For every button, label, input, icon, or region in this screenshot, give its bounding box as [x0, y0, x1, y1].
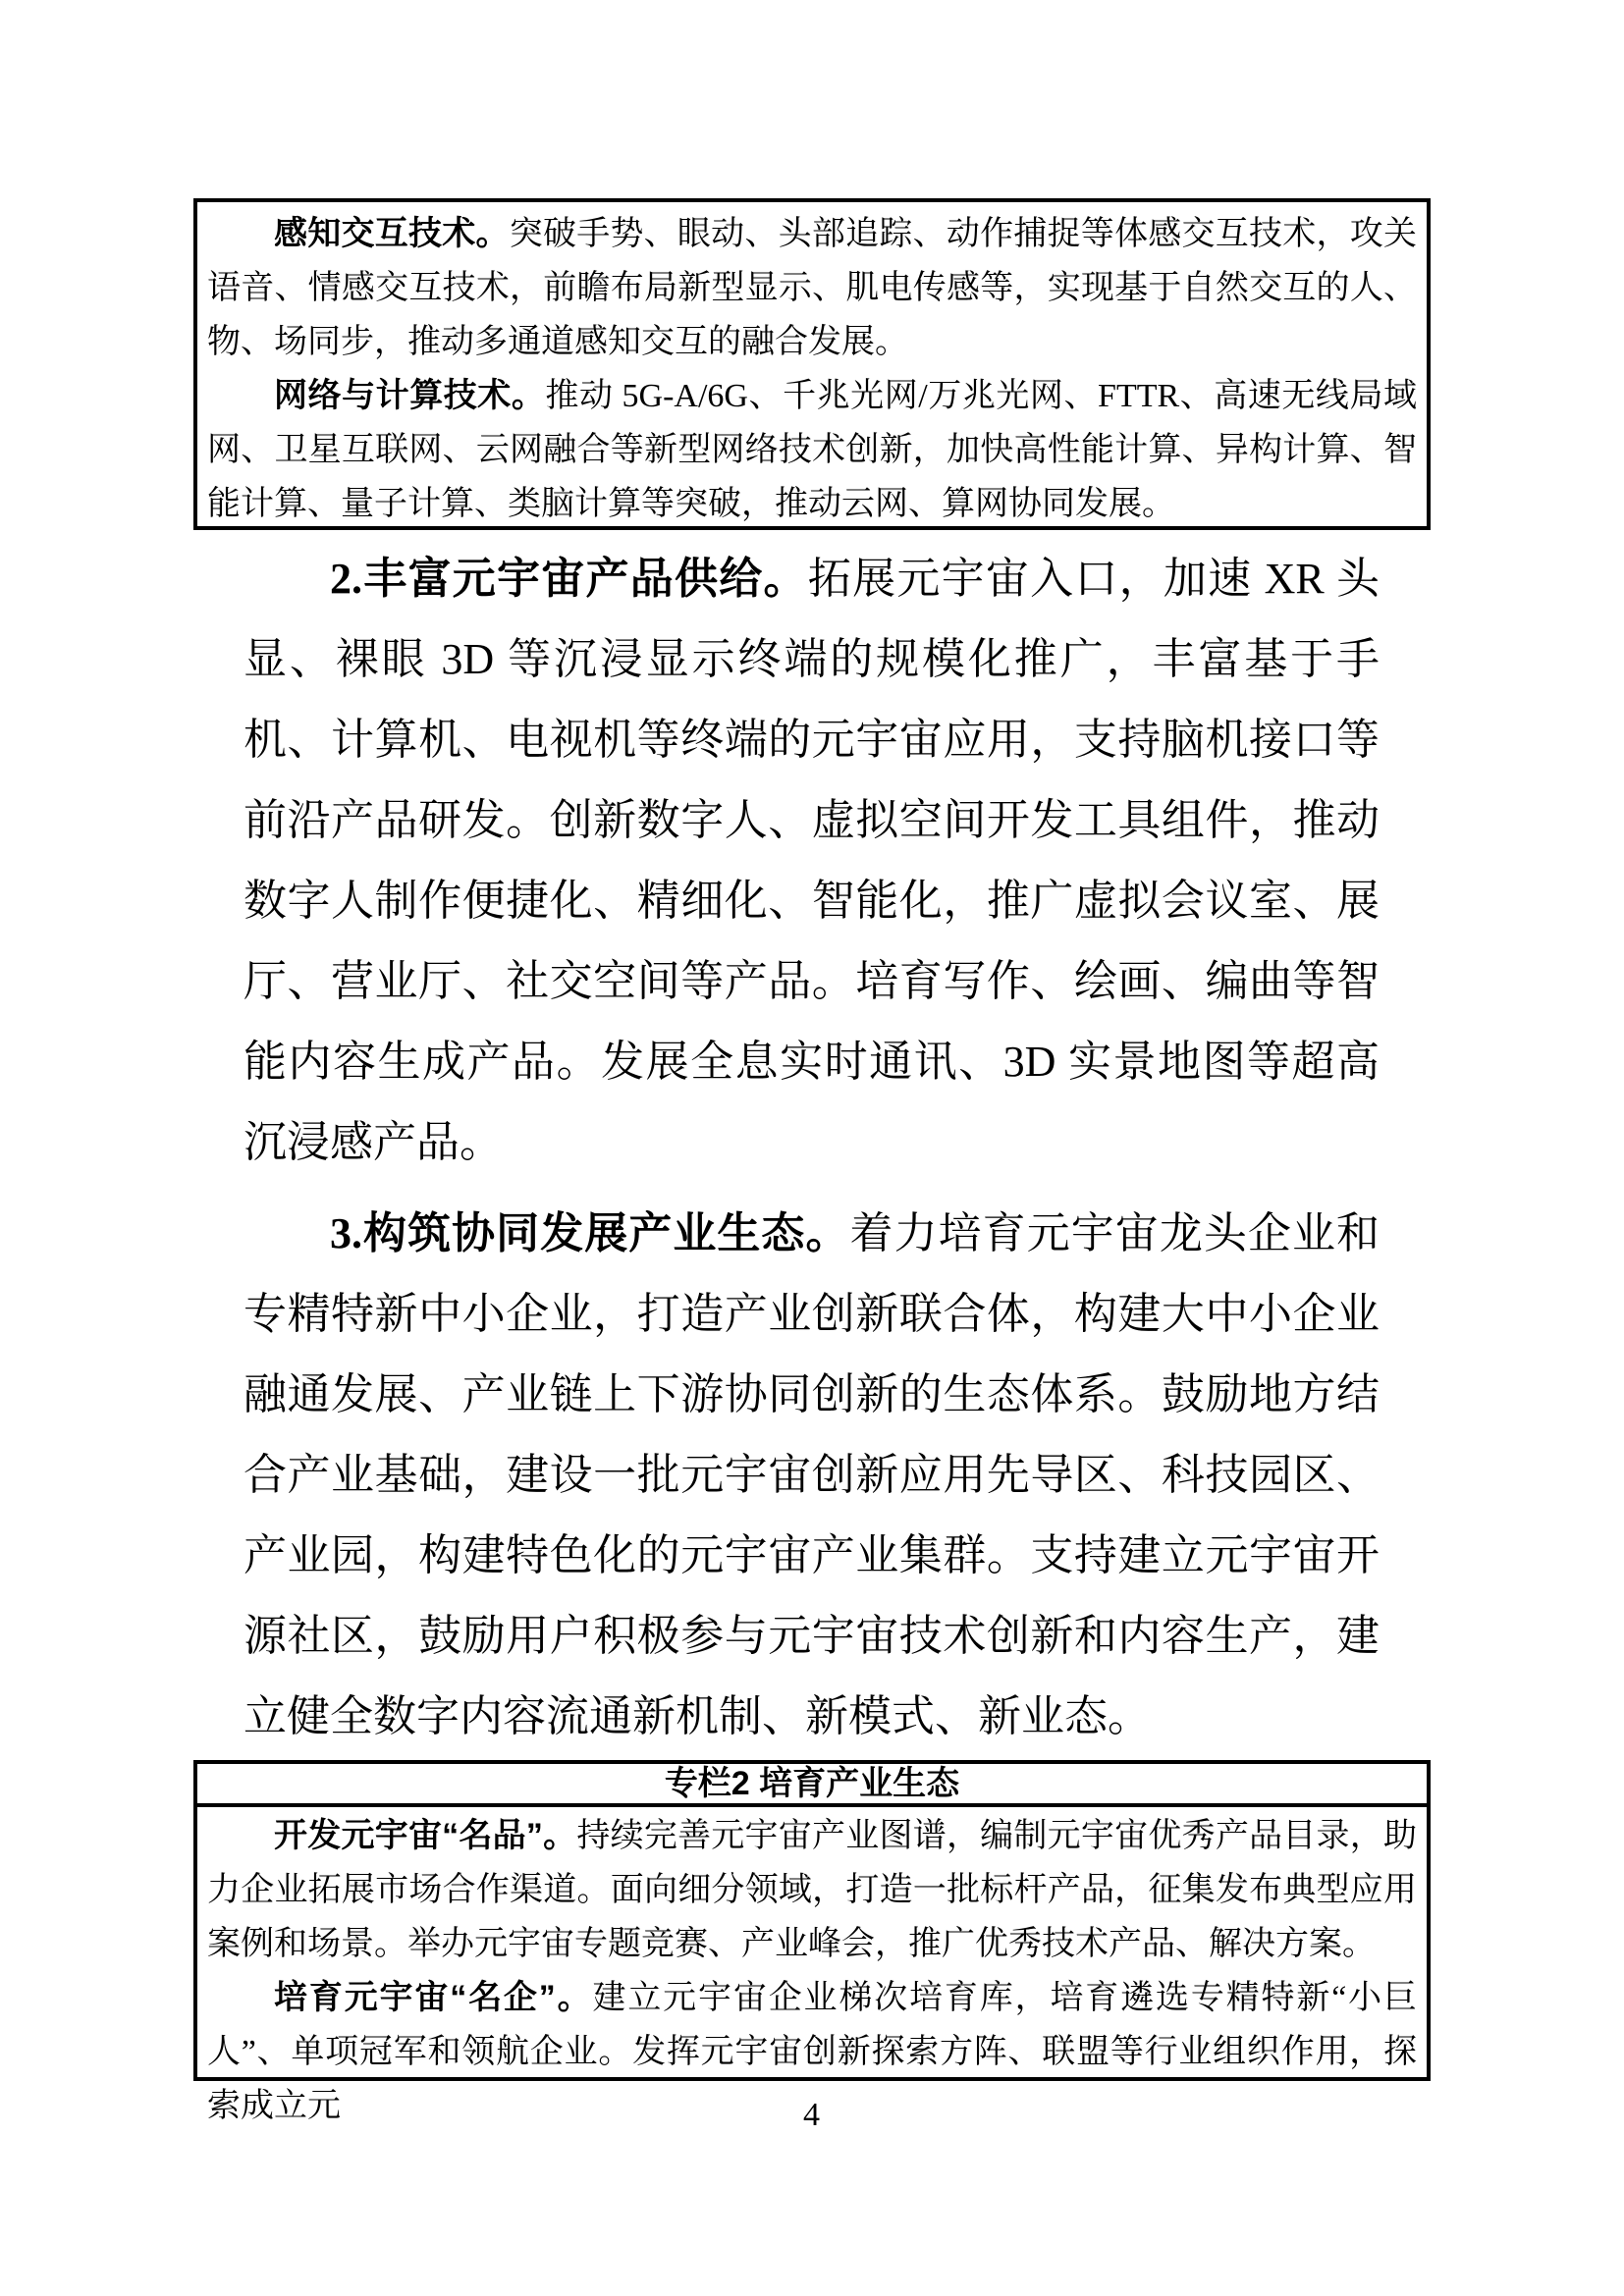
section-2-paragraph [244, 539, 1380, 1183]
section-2-body-text: 拓展元宇宙入口，加速 XR 头显、裸眼 3D 等沉浸显示终端的规模化推广，丰富基于手机、计算机、电视机等终端的元宇宙应用，支持脑机接口等前沿产品研发。创新数字人、虚拟空间开发工具组件，推动数字人制作便捷化、精细化、智能化，推广虚拟会议室、展厅、营业厅、社交空间等产品。培育写作、绘画、编曲等智能内容生成产品。发展全息实时通讯、3D 实景地图等超高沉浸感产品。 [244, 555, 1380, 1166]
perception-heading: 感知交互技术。 [274, 215, 510, 252]
column-2-box [193, 1760, 1431, 2124]
section-3-body-text: 着力培育元宇宙龙头企业和专精特新中小企业，打造产业创新联合体，构建大中小企业融通发展、产业链上下游协同创新的生态体系。鼓励地方结合产业基础，建设一批元宇宙创新应用先导区、科技园区、产业园，构建特色化的元宇宙产业集群。支持建立元宇宙开源社区，鼓励用户积极参与元宇宙技术创新和内容生产，建立健全数字内容流通新机制、新模式、新业态。 [244, 1209, 1380, 1740]
body-column [244, 539, 1380, 1757]
callout-para-network [207, 369, 1417, 531]
famous-enterprises-heading: 培育元宇宙“名企”。 [274, 1979, 593, 2016]
page-number: 4 [803, 2097, 820, 2133]
famous-products-body-text: 持续完善元宇宙产业图谱，编制元宇宙优秀产品目录，助力企业拓展市场合作渠道。面向细分领域，打造一批标杆产品，征集发布典型应用案例和场景。举办元宇宙专题竞赛、产业峰会，推广优秀技术产品、解决方案。 [207, 1818, 1418, 1962]
callout-para-perception [207, 207, 1417, 369]
section-3-heading: 3.构筑协同发展产业生态。 [330, 1209, 850, 1257]
network-body-text: 推动 5G-A/6G、千兆光网/万兆光网、FTTR、高速无线局域网、卫星互联网、云网融合等新型网络技术创新，加快高性能计算、异构计算、智能计算、量子计算、类脑计算等突破，推动云网、算网协同发展。 [207, 378, 1418, 522]
tech-callout-box [193, 198, 1431, 530]
section-2-heading: 2.丰富元宇宙产品供给。 [330, 555, 808, 603]
network-heading: 网络与计算技术。 [274, 377, 546, 414]
perception-body-text: 突破手势、眼动、头部追踪、动作捕捉等体感交互技术，攻关语音、情感交互技术，前瞻布局新型显示、肌电传感等，实现基于自然交互的人、物、场同步，推动多通道感知交互的融合发展。 [207, 216, 1418, 360]
callout-para-products [207, 1809, 1417, 1971]
column-2-box-body [197, 1807, 1427, 2133]
famous-enterprises-body-text: 建立元宇宙企业梯次培育库，培育遴选专精特新“小巨人”、单项冠军和领航企业。发挥元宇宙创新探索方阵、联盟等行业组织作用，探索成立元 [207, 1980, 1418, 2124]
famous-products-heading: 开发元宇宙“名品”。 [274, 1817, 577, 1854]
section-3-paragraph [244, 1194, 1380, 1757]
column-2-box-title: 专栏2 培育产业生态 [197, 1764, 1427, 1807]
